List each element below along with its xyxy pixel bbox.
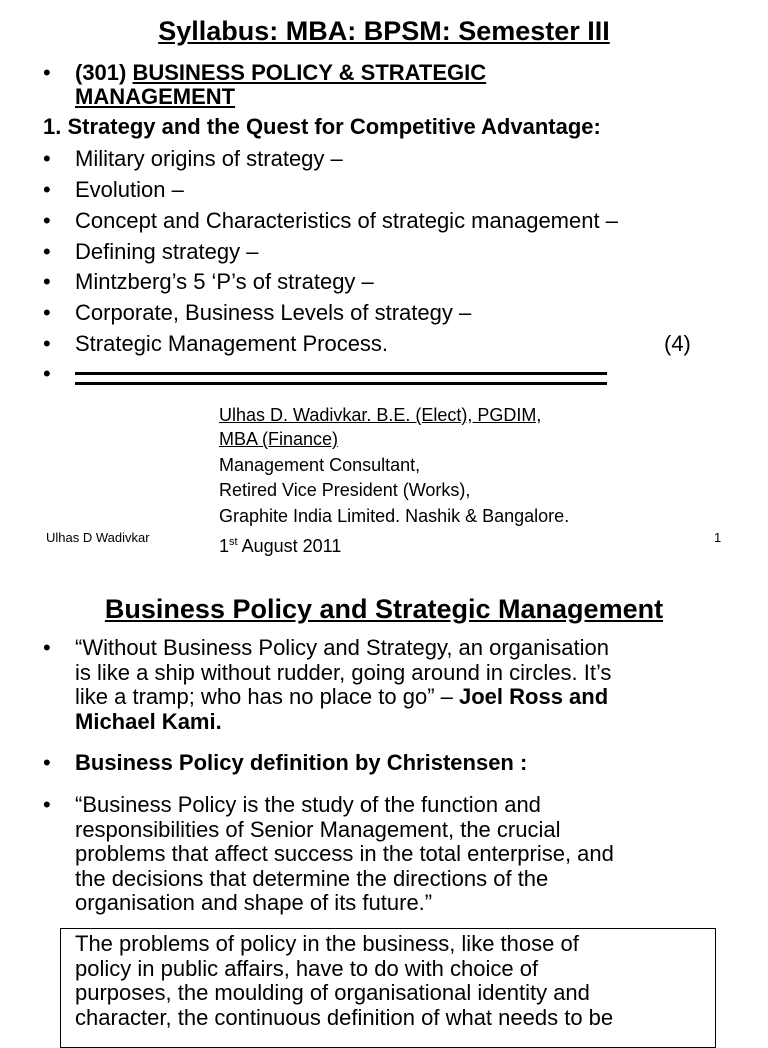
author-role: Management Consultant, xyxy=(219,455,421,475)
bullet-icon: • xyxy=(43,635,51,660)
course-name-continued: MANAGEMENT xyxy=(75,84,236,109)
topic-item: Military origins of strategy – xyxy=(75,146,343,171)
bullet-icon: • xyxy=(43,177,51,202)
topic-hours: (4) xyxy=(664,331,691,356)
bullet-icon: • xyxy=(43,750,51,775)
quote-line: like a tramp; who has no place to go” – Joel Ross and xyxy=(75,684,609,709)
bullet-icon: • xyxy=(43,146,51,171)
bullet-icon: • xyxy=(43,300,51,325)
bullet-icon: • xyxy=(43,208,51,233)
author-previous-role: Retired Vice President (Works), xyxy=(219,480,471,500)
dash-rule xyxy=(75,368,607,388)
slide-title: Syllabus: MBA: BPSM: Semester III xyxy=(158,16,610,46)
author-company: Graphite India Limited. Nashik & Bangalore. xyxy=(219,506,570,526)
quote-line: is like a ship without rudder, going around in circles. It’s xyxy=(75,659,612,685)
course-title xyxy=(75,61,486,85)
definition-line: problems that affect success in the total enterprise, and xyxy=(75,841,614,866)
box-line: character, the continuous definition of what needs to be xyxy=(75,1004,614,1030)
topic-item: Defining strategy – xyxy=(75,239,259,264)
quote-line: “Without Business Policy and Strategy, an organisation xyxy=(75,635,609,660)
footer-author: Ulhas D Wadivkar xyxy=(46,530,150,545)
slide-2 xyxy=(0,560,768,1030)
author-name: Ulhas D. Wadivkar. B.E. (Elect), PGDIM, xyxy=(219,405,542,425)
bullet-icon: • xyxy=(43,269,51,294)
topic-item: Evolution – xyxy=(75,177,184,202)
author-date: 1st August 2011 xyxy=(219,536,342,556)
course-name: BUSINESS POLICY & STRATEGIC xyxy=(132,60,487,85)
definition-paragraph xyxy=(75,793,725,916)
box-line: policy in public affairs, have to do with choice of xyxy=(75,955,539,981)
course-code: (301) xyxy=(75,60,133,85)
bullet-icon: • xyxy=(43,60,51,85)
box-line: The problems of policy in the business, like those of xyxy=(75,931,579,956)
definition-heading: Business Policy definition by Christensen : xyxy=(75,750,528,775)
bullet-icon: • xyxy=(43,792,51,817)
quote-author: Joel Ross and xyxy=(459,684,609,709)
definition-line: organisation and shape of its future.” xyxy=(75,890,433,915)
definition-line: “Business Policy is the study of the function and xyxy=(75,792,541,817)
box-line: purposes, the moulding of organisational identity and xyxy=(75,980,590,1005)
bullet-icon: • xyxy=(43,331,51,356)
author-qualification: MBA (Finance) xyxy=(219,429,339,449)
bullet-icon: • xyxy=(43,239,51,264)
definition-line: responsibilities of Senior Management, the crucial xyxy=(75,816,561,842)
topic-item: Strategic Management Process. xyxy=(75,331,389,356)
definition-line: the decisions that determine the directions of the xyxy=(75,865,549,891)
boxed-quote xyxy=(60,928,716,1048)
quote-author: Michael Kami. xyxy=(75,708,222,734)
slide-title: Business Policy and Strategic Management xyxy=(104,594,664,624)
section-heading: 1. Strategy and the Quest for Competitive Advantage: xyxy=(43,114,601,139)
quote-paragraph xyxy=(75,636,725,734)
topic-item: Corporate, Business Levels of strategy – xyxy=(75,300,472,325)
topic-item: Mintzberg’s 5 ‘P’s of strategy – xyxy=(75,269,374,294)
bullet-icon: • xyxy=(43,361,51,386)
topic-item: Concept and Characteristics of strategic management – xyxy=(75,208,618,233)
page-number: 1 xyxy=(714,530,722,545)
